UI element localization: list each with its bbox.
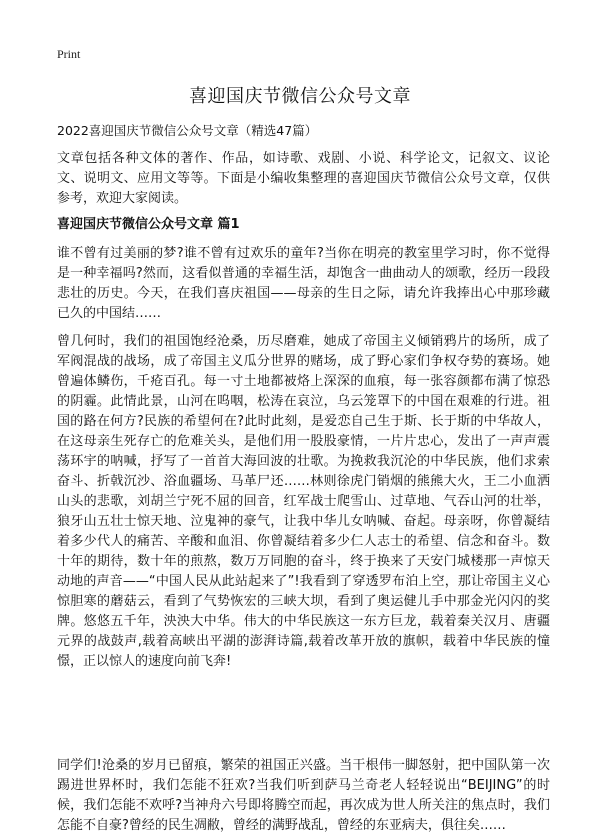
body-paragraph-3: 同学们!沧桑的岁月已留痕，繁荣的祖国正兴盛。当干根伟一脚怒射，把中国队第一次踢进世界杯时，我们怎能不狂欢?当我们听到萨马兰奇老人轻轻说出“BEIJING”的时候，我们怎能不欢呼?当神舟六号即将腾空而起，再次成为世人所关注的焦点时，我们怎能不自豪?曾经的民生凋敝，曾经的满野战乱，曾经的东亚病夫，俱往矣……	[57, 758, 550, 833]
document-subtitle: 2022喜迎国庆节微信公众号文章（精选47篇）	[57, 123, 318, 138]
document-title: 喜迎国庆节微信公众号文章	[189, 86, 411, 107]
body-paragraph-1: 谁不曾有过美丽的梦?谁不曾有过欢乐的童年?当你在明亮的教室里学习时，你不觉得是一种幸福吗?然而，这看似普通的幸福生活，却饱含一曲曲动人的颂歌，经历一段段悲壮的历史。今天，在我们喜庆祖国——母亲的生日之际，请允许我捧出心中那珍藏已久的中国结……	[57, 246, 550, 321]
body-paragraph-2: 曾几何时，我们的祖国饱经沧桑，历尽磨难，她成了帝国主义倾销鸦片的场所，成了军阀混战的战场，成了帝国主义瓜分世界的赌场，成了野心家们争权夺势的赛场。她曾遍体鳞伤，千疮百孔。每一寸土地都被烙上深深的血痕，每一张容颜都布满了惊恐的阴霾。此情此景，山河在呜咽，松涛在哀泣，乌云笼罩下的中国在艰难的行进。祖国的路在何方?民族的希望何在?此时此刻，是爱恋自己生于斯、长于斯的中华故人，在这母亲生死存亡的危难关头，是他们用一股股豪情，一片片忠心，发出了一声声震荡环宇的呐喊，抒写了一首首大海回波的壮歌。为挽救我沉沦的中华民族，他们求索奋斗、折戟沉沙、浴血疆场、马革尸还……林则徐虎门销烟的熊熊大火，王二小血洒山头的悲歌，刘胡兰宁死不屈的回音，红军战士爬雪山、过草地、气吞山河的壮举，狼牙山五壮士惊天地、泣鬼神的豪气，让我中华儿女呐喊、奋起。母亲呀，你曾凝结着多少代人的痛苦、辛酸和血泪、你曾凝结着多少仁人志士的希望、信念和奋斗。数十年的期待，数十年的煎熬，数万万同胞的奋斗，终于换来了天安门城楼那一声惊天动地的声音——“中国人民从此站起来了”!我看到了穿透罗布泊上空，那让帝国主义心惊胆寒的蘑菇云，看到了气势恢宏的三峡大坝，看到了奥运健儿手中那金光闪闪的奖牌。悠悠五千年，泱泱大中华。伟大的中华民族这一东方巨龙，载着秦关汉月、唐疆元界的战鼓声,载着高峡出平湖的澎湃诗篇,载着改革开放的旗帜，载着中华民族的憧憬，正以惊人的速度向前飞奔!	[57, 334, 550, 669]
print-link[interactable]: Print	[57, 47, 81, 61]
intro-paragraph: 文章包括各种文体的著作、作品，如诗歌、戏剧、小说、科学论文，记叙文、议论文、说明文、应用文等等。下面是小编收集整理的喜迎国庆节微信公众号文章，仅供参考，欢迎大家阅读。	[57, 151, 550, 206]
section-heading: 喜迎国庆节微信公众号文章 篇1	[57, 217, 240, 232]
